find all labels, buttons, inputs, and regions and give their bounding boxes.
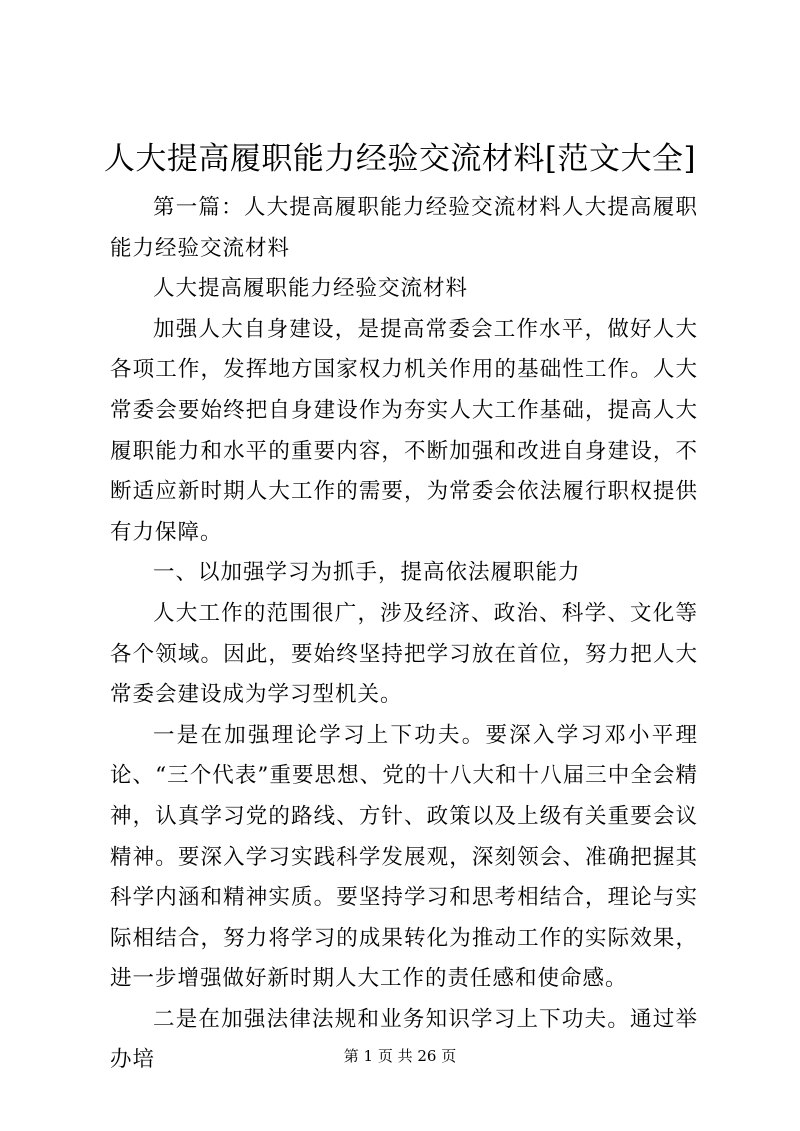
- document-body: [110, 188, 698, 1081]
- paragraph-theory-study: 一是在加强理论学习上下功夫。要深入学习邓小平理论、“三个代表”重要思想、党的十八大和十八届三中全会精神，认真学习党的路线、方针、政策以及上级有关重要会议精神。要深入学习实践科学发展观，深刻领会、准确把握其科学内涵和精神实质。要坚持学习和思考相结合，理论与实际相结合，努力将学习的成果转化为推动工作的实际效果，进一步增强做好新时期人大工作的责任感和使命感。: [110, 722, 698, 992]
- page-footer: 第 1 页 共 26 页: [343, 1047, 457, 1065]
- paragraph-law-study: 二是在加强法律法规和业务知识学习上下功夫。通过举办培: [110, 1006, 698, 1073]
- paragraph-intro: 加强人大自身建设，是提高常委会工作水平，做好人大各项工作，发挥地方国家权力机关作用的基础性工作。人大常委会要始终把自身建设作为夯实人大工作基础，提高人大履职能力和水平的重要内容，不断加强和改进自身建设，不断适应新时期人大工作的需要，为常委会依法履行职权提供有力保障。: [110, 316, 698, 545]
- paragraph-subtitle: 人大提高履职能力经验交流材料: [153, 276, 469, 302]
- paragraph-scope: 人大工作的范围很广，涉及经济、政治、科学、文化等各个领域。因此，要始终坚持把学习放在首位，努力把人大常委会建设成为学习型机关。: [110, 600, 698, 708]
- paragraph-section-heading: 一、以加强学习为抓手，提高依法履职能力: [153, 560, 581, 586]
- paragraph-heading-first-article: 第一篇：人大提高履职能力经验交流材料人大提高履职能力经验交流材料: [110, 195, 698, 261]
- document-title: 人大提高履职能力经验交流材料[范文大全]: [103, 141, 697, 177]
